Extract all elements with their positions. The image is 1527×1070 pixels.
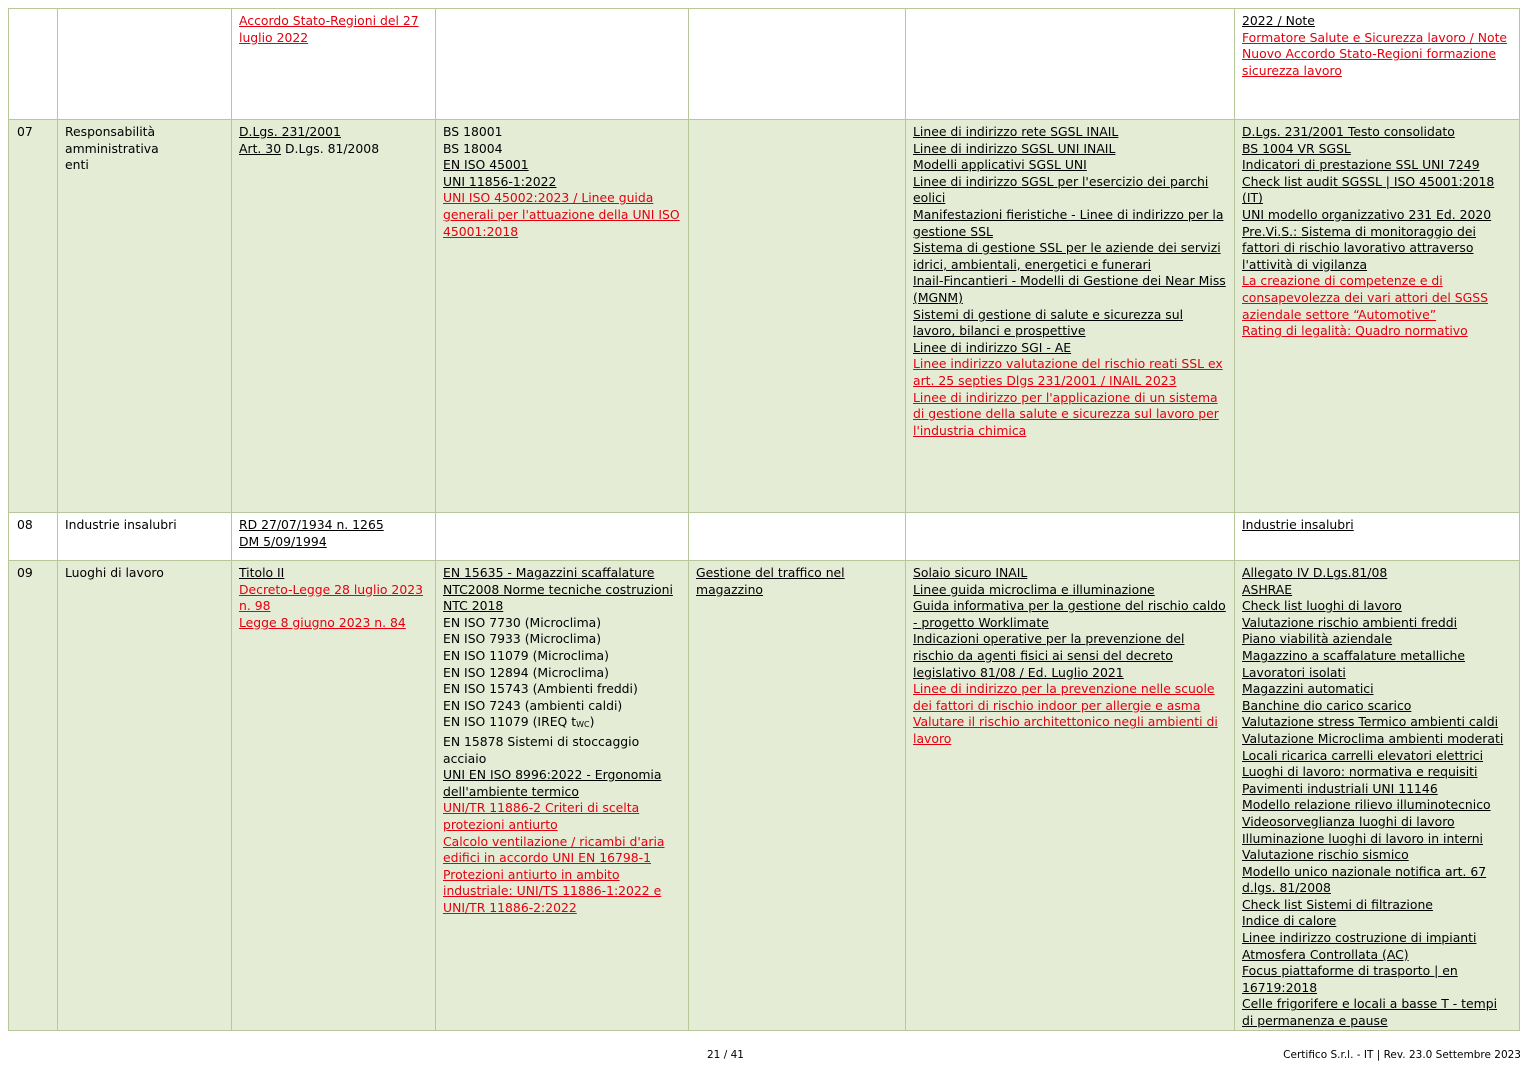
standards-cell bbox=[436, 120, 689, 513]
document-link[interactable]: Celle frigorifere e locali a basse T - tempi di permanenza e pause bbox=[1242, 996, 1498, 1029]
document-link[interactable]: Linee indirizzo valutazione del rischio reati SSL ex art. 25 septies Dlgs 231/2001 / INAIL 2023 bbox=[913, 356, 1223, 388]
document-link[interactable]: Magazzini automatici bbox=[1242, 681, 1374, 697]
document-link[interactable]: Rating di legalità: Quadro normativo bbox=[1242, 323, 1468, 339]
documents-cell bbox=[1235, 561, 1520, 1031]
document-link[interactable]: Linee indirizzo costruzione di impianti Atmosfera Controllata (AC) bbox=[1242, 930, 1477, 962]
document-link[interactable]: Indicatori di prestazione SSL UNI 7249 bbox=[1242, 157, 1480, 173]
document-link[interactable]: Indice di calore bbox=[1242, 913, 1337, 929]
inail-cell bbox=[906, 513, 1235, 561]
document-link[interactable]: Valutazione rischio ambienti freddi bbox=[1242, 614, 1458, 630]
standards-cell bbox=[436, 9, 689, 120]
guidelines-cell bbox=[689, 561, 906, 1031]
table-row bbox=[9, 9, 1520, 120]
document-link[interactable]: Titolo II bbox=[239, 565, 285, 580]
document-link[interactable]: UNI EN ISO 8996:2022 - Ergonomia dell'ambiente termico bbox=[443, 767, 662, 799]
topic-cell bbox=[58, 120, 232, 513]
document-link[interactable]: EN ISO 45001 bbox=[443, 157, 529, 173]
document-link[interactable]: Check list luoghi di lavoro bbox=[1242, 598, 1402, 614]
legislation-cell bbox=[232, 561, 436, 1031]
document-link[interactable]: DM 5/09/1994 bbox=[239, 533, 327, 549]
topic-label: amministrativa bbox=[65, 140, 159, 156]
document-link[interactable]: Lavoratori isolati bbox=[1242, 664, 1346, 680]
document-link[interactable]: Linee di indirizzo per la prevenzione nelle scuole dei fattori di rischio indoor per allergie e asma bbox=[913, 681, 1215, 713]
document-link[interactable]: RD 27/07/1934 n. 1265 bbox=[239, 517, 384, 532]
document-link[interactable]: Piano viabilità aziendale bbox=[1242, 631, 1393, 647]
document-link[interactable]: Modello relazione rilievo illuminotecnico bbox=[1242, 797, 1491, 813]
row-number bbox=[9, 561, 58, 1031]
inail-cell bbox=[906, 120, 1235, 513]
document-link[interactable]: Gestione del traffico nel magazzino bbox=[696, 565, 845, 597]
document-link[interactable]: Focus piattaforme di trasporto | en 16719:2018 bbox=[1242, 963, 1458, 995]
document-link[interactable]: Accordo Stato-Regioni del 27 luglio 2022 bbox=[239, 13, 419, 45]
inail-cell bbox=[906, 9, 1235, 120]
document-link[interactable]: Pavimenti industriali UNI 11146 bbox=[1242, 780, 1438, 796]
document-link[interactable]: Solaio sicuro INAIL bbox=[913, 565, 1028, 580]
reference-text: EN ISO 11079 (Microclima) bbox=[443, 647, 609, 663]
document-link[interactable]: Linee di indirizzo SGSL per l'esercizio dei parchi eolici bbox=[913, 173, 1209, 206]
legislation-cell bbox=[232, 9, 436, 120]
document-link[interactable]: Industrie insalubri bbox=[1242, 517, 1354, 532]
inail-cell bbox=[906, 561, 1235, 1031]
document-link[interactable]: Decreto-Legge 28 luglio 2023 n. 98 bbox=[239, 581, 423, 614]
row-number-label: 07 bbox=[17, 124, 33, 139]
reference-text: BS 18001 bbox=[443, 124, 503, 139]
topic-cell bbox=[58, 9, 232, 120]
document-link[interactable]: Linee di indirizzo SGI - AE bbox=[913, 339, 1072, 355]
row-number-label: 08 bbox=[17, 517, 33, 532]
row-number bbox=[9, 9, 58, 120]
reference-text: EN ISO 15743 (Ambienti freddi) bbox=[443, 681, 638, 697]
document-link[interactable]: Check list audit SGSSL | ISO 45001:2018 (IT) bbox=[1242, 173, 1495, 206]
table-row bbox=[9, 561, 1520, 1031]
document-link[interactable]: Nuovo Accordo Stato-Regioni formazione sicurezza lavoro bbox=[1242, 46, 1497, 78]
document-link[interactable]: BS 1004 VR SGSL bbox=[1242, 140, 1351, 156]
reference-text: EN ISO 7730 (Microclima) bbox=[443, 614, 602, 630]
document-link[interactable]: NTC2008 Norme tecniche costruzioni NTC 2018 bbox=[443, 581, 673, 614]
documents-cell bbox=[1235, 513, 1520, 561]
guidelines-cell bbox=[689, 9, 906, 120]
document-link[interactable]: ASHRAE bbox=[1242, 581, 1293, 597]
table-row bbox=[9, 120, 1520, 513]
reference-text: EN 15878 Sistemi di stoccaggio acciaio bbox=[443, 733, 640, 766]
row-number-label: 09 bbox=[17, 565, 33, 580]
document-link[interactable]: Sistemi di gestione di salute e sicurezza sul lavoro, bilanci e prospettive bbox=[913, 306, 1184, 339]
document-link[interactable]: UNI/TR 11886-2 Criteri di scelta protezioni antiurto bbox=[443, 800, 640, 832]
documents-cell bbox=[1235, 120, 1520, 513]
topic-label: Industrie insalubri bbox=[65, 517, 177, 532]
document-link[interactable]: Linee di indirizzo SGSL UNI INAIL bbox=[913, 140, 1116, 156]
document-link[interactable]: EN 15635 - Magazzini scaffalature bbox=[443, 565, 655, 580]
topic-cell bbox=[58, 561, 232, 1031]
guidelines-cell bbox=[689, 513, 906, 561]
document-link[interactable]: Valutazione stress Termico ambienti caldi bbox=[1242, 714, 1499, 730]
document-link[interactable]: Valutazione rischio sismico bbox=[1242, 847, 1409, 863]
row-number bbox=[9, 120, 58, 513]
document-link[interactable]: Formatore Salute e Sicurezza lavoro / Note bbox=[1242, 29, 1508, 45]
legislation-cell bbox=[232, 120, 436, 513]
document-link[interactable]: Legge 8 giugno 2023 n. 84 bbox=[239, 614, 406, 630]
regulation-table bbox=[8, 8, 1520, 1031]
standards-cell bbox=[436, 513, 689, 561]
document-link[interactable]: UNI 11856-1:2022 bbox=[443, 173, 557, 189]
document-link[interactable]: Calcolo ventilazione / ricambi d'aria edifici in accordo UNI EN 16798-1 bbox=[443, 833, 665, 866]
document-link[interactable]: Sistema di gestione SSL per le aziende dei servizi idrici, ambientali, energetici e funerari bbox=[913, 240, 1221, 272]
document-link[interactable]: Modello unico nazionale notifica art. 67 d.lgs. 81/2008 bbox=[1242, 863, 1487, 896]
document-link[interactable]: La creazione di competenze e di consapevolezza dei vari attori del SGSS aziendale settore “Automotive” bbox=[1242, 273, 1489, 322]
reference-text: EN ISO 7243 (ambienti caldi) bbox=[443, 697, 623, 713]
document-link[interactable]: Locali ricarica carrelli elevatori elettrici bbox=[1242, 747, 1484, 763]
row-number bbox=[9, 513, 58, 561]
legislation-cell bbox=[232, 513, 436, 561]
document-link[interactable]: Linee di indirizzo rete SGSL INAIL bbox=[913, 124, 1119, 139]
document-link[interactable]: Check list Sistemi di filtrazione bbox=[1242, 896, 1433, 912]
standards-cell bbox=[436, 561, 689, 1031]
document-link[interactable]: Luoghi di lavoro: normativa e requisiti bbox=[1242, 764, 1478, 780]
document-link[interactable]: D.Lgs. 231/2001 Testo consolidato bbox=[1242, 124, 1455, 139]
document-link[interactable]: Indicazioni operative per la prevenzione del rischio da agenti fisici ai sensi del decreto legislativo 81/08 / Ed. Luglio 2021 bbox=[913, 631, 1185, 680]
document-link[interactable]: Modelli applicativi SGSL UNI bbox=[913, 157, 1087, 173]
document-link[interactable]: UNI ISO 45002:2023 / Linee guida generali per l'attuazione della UNI ISO 45001:2018 bbox=[443, 190, 680, 239]
guidelines-cell bbox=[689, 120, 906, 513]
document-link[interactable]: Allegato IV D.Lgs.81/08 bbox=[1242, 565, 1388, 580]
document-link[interactable]: Manifestazioni fieristiche - Linee di indirizzo per la gestione SSL bbox=[913, 206, 1224, 239]
reference-text: EN ISO 11079 (IREQ $t_{WC}$) bbox=[443, 714, 595, 730]
reference-text: EN ISO 12894 (Microclima) bbox=[443, 664, 609, 680]
revision-info: Certifico S.r.l. - IT | Rev. 23.0 Settembre 2023 bbox=[1283, 1049, 1521, 1061]
document-link[interactable]: Linee di indirizzo per l'applicazione di un sistema di gestione della salute e sicurezza sul lavoro per l'industria chimica bbox=[913, 389, 1219, 438]
document-link[interactable]: Art. 30 D.Lgs. 81/2008 bbox=[239, 140, 380, 156]
document-link[interactable]: Valutare il rischio architettonico negli ambienti di lavoro bbox=[913, 714, 1218, 746]
reference-text: EN ISO 7933 (Microclima) bbox=[443, 631, 602, 647]
reference-text: BS 18004 bbox=[443, 140, 503, 156]
document-link[interactable]: Inail-Fincantieri - Modelli di Gestione dei Near Miss (MGNM) bbox=[913, 273, 1226, 305]
table-row bbox=[9, 513, 1520, 561]
topic-label: Responsabilità bbox=[65, 124, 156, 139]
document-link[interactable]: Valutazione Microclima ambienti moderati bbox=[1242, 730, 1504, 746]
documents-cell bbox=[1235, 9, 1520, 120]
topic-label: Luoghi di lavoro bbox=[65, 565, 164, 580]
document-link[interactable]: Pre.Vi.S.: Sistema di monitoraggio dei fattori di rischio lavorativo attraverso l'attività di vigilanza bbox=[1242, 223, 1476, 272]
document-link[interactable]: Magazzino a scaffalature metalliche bbox=[1242, 647, 1465, 663]
topic-cell bbox=[58, 513, 232, 561]
document-link[interactable]: UNI modello organizzativo 231 Ed. 2020 bbox=[1242, 206, 1492, 222]
document-link[interactable]: Videosorveglianza luoghi di lavoro bbox=[1242, 813, 1455, 829]
document-link[interactable]: D.Lgs. 231/2001 bbox=[239, 124, 341, 139]
document-link[interactable]: Banchine dio carico scarico bbox=[1242, 697, 1412, 713]
document-link[interactable]: Protezioni antiurto in ambito industriale: UNI/TS 11886-1:2022 e UNI/TR 11886-2:2022 bbox=[443, 866, 662, 915]
page-number: 21 / 41 bbox=[707, 1049, 744, 1061]
topic-label: enti bbox=[65, 157, 89, 173]
document-link[interactable]: Guida informativa per la gestione del rischio caldo - progetto Worklimate bbox=[913, 598, 1226, 630]
document-link[interactable]: Illuminazione luoghi di lavoro in interni bbox=[1242, 830, 1483, 846]
document-link[interactable]: Linee guida microclima e illuminazione bbox=[913, 581, 1155, 597]
document-link[interactable]: 2022 / Note bbox=[1242, 13, 1315, 28]
